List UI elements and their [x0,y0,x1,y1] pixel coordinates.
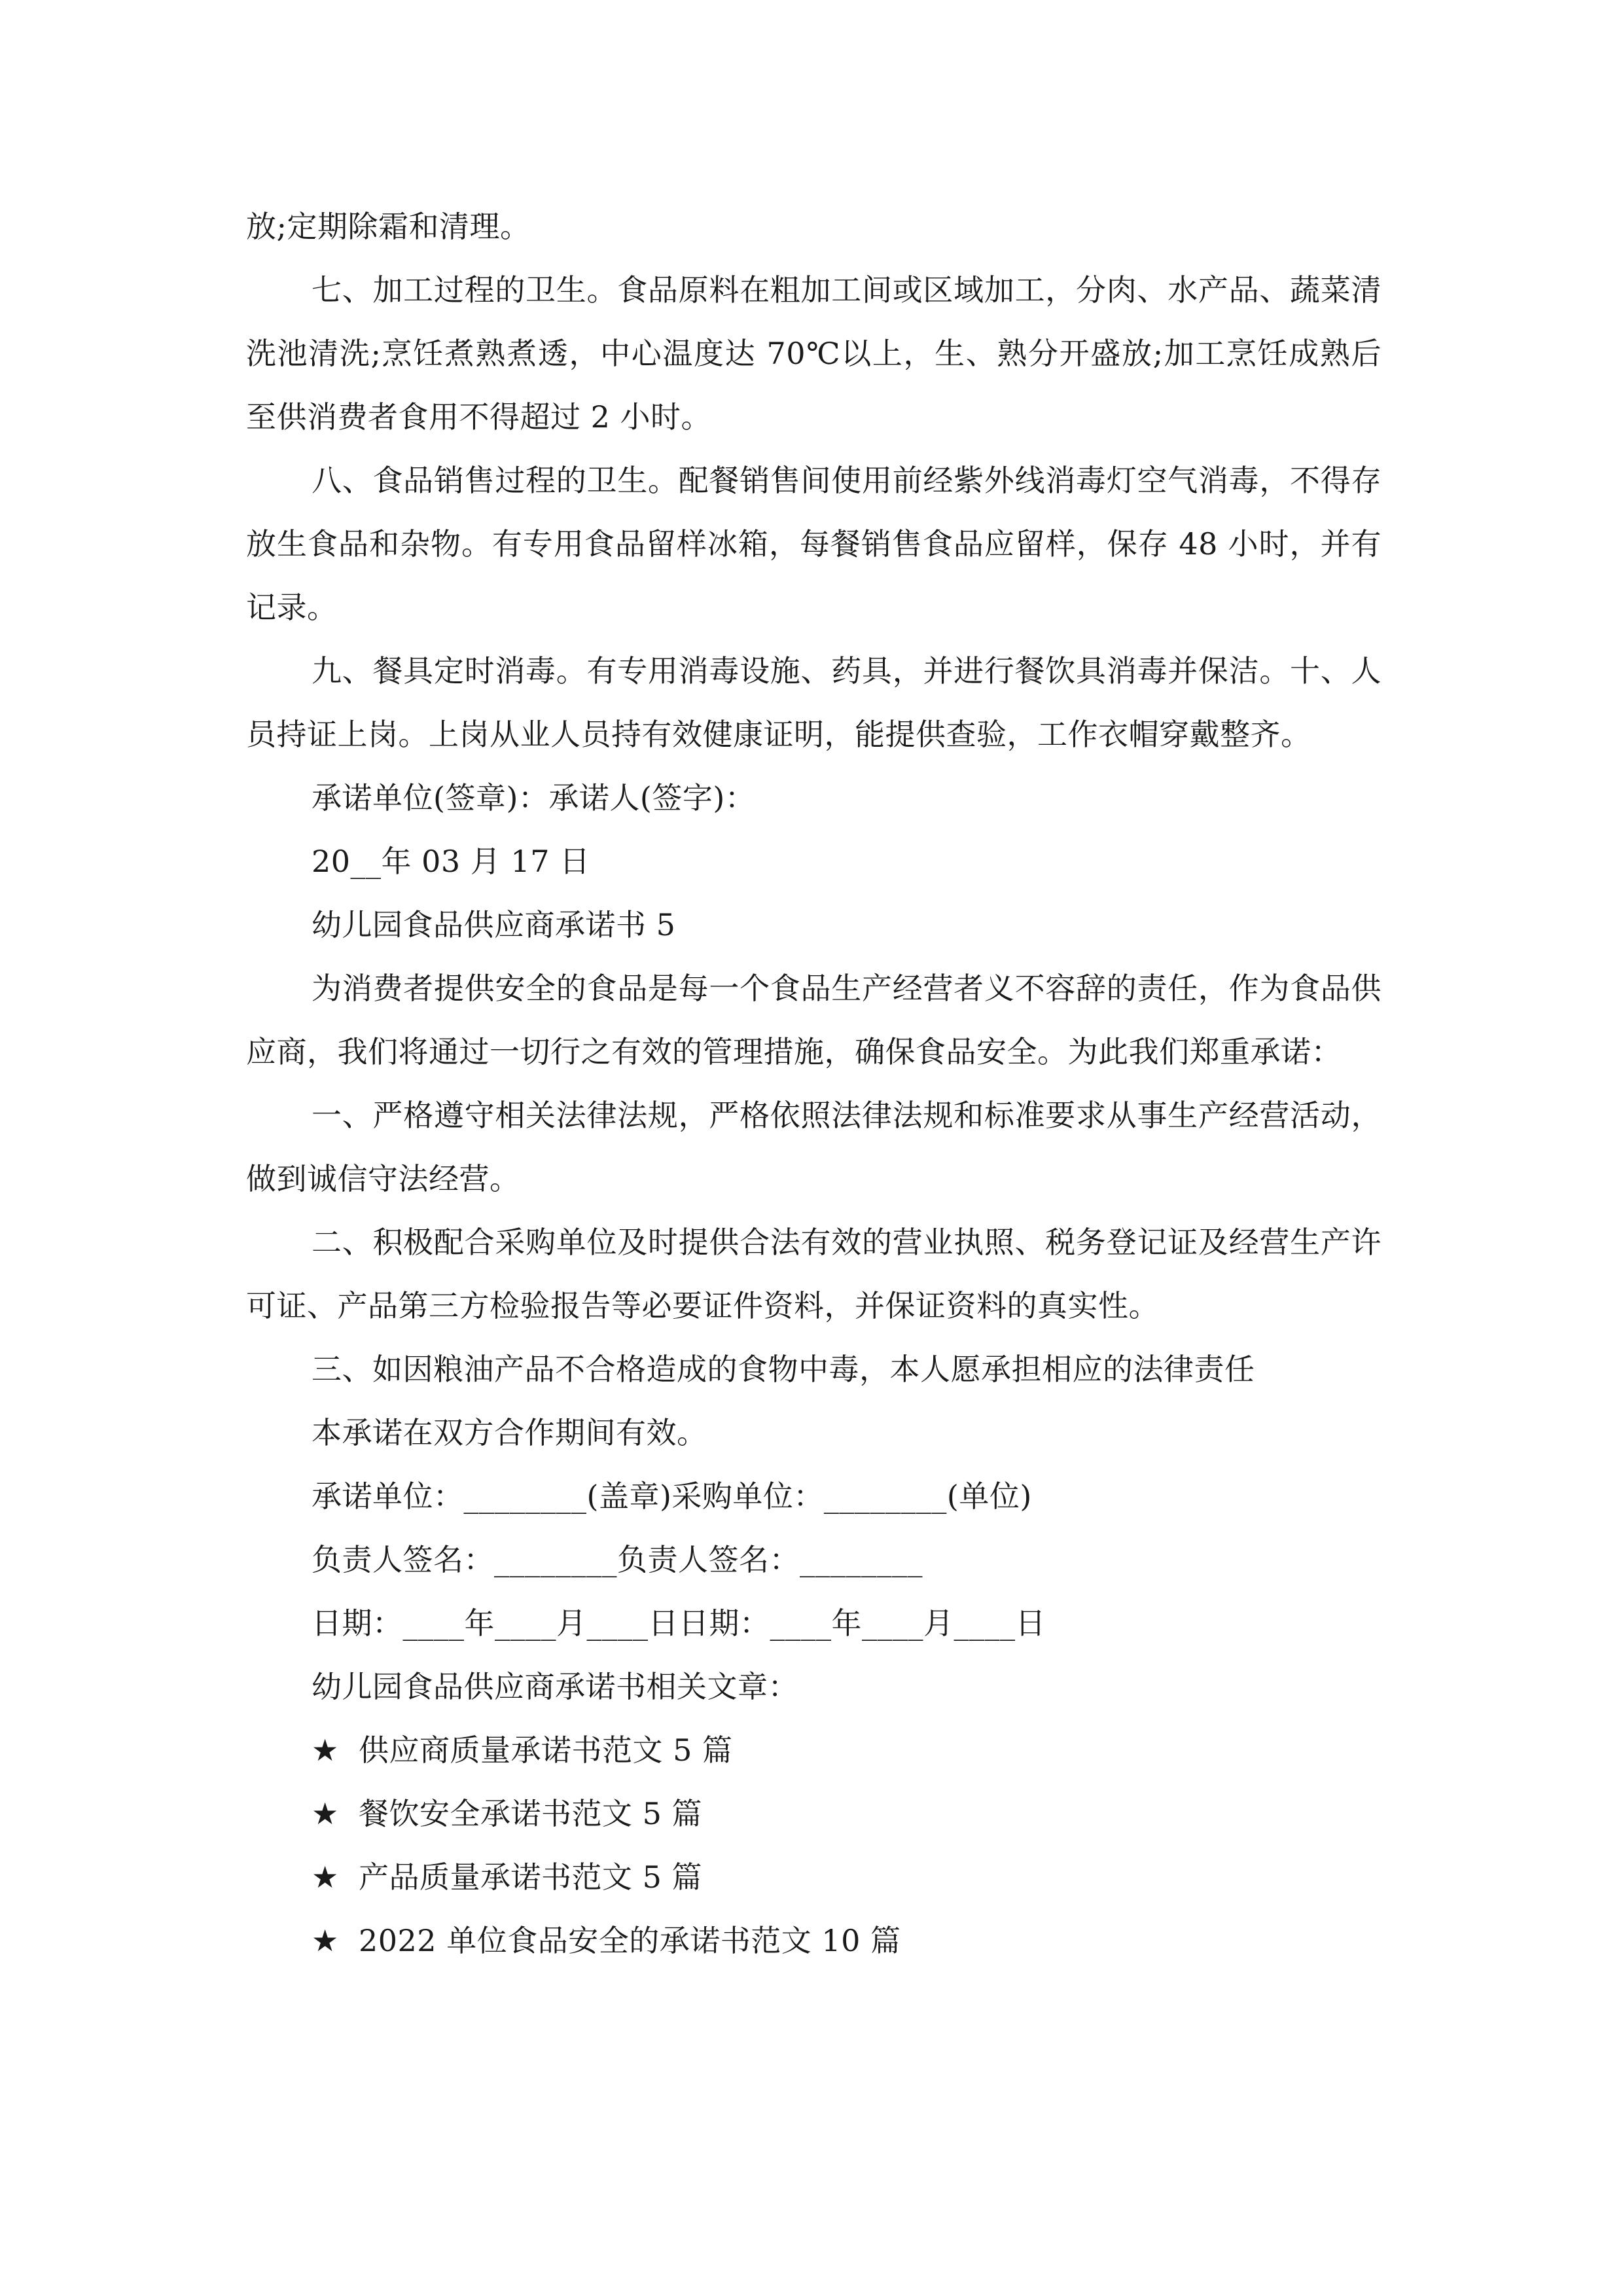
paragraph-continuation: 放;定期除霜和清理。 [246,209,531,244]
unit-sign-line: 承诺单位：________(盖章)采购单位：________(单位) [312,1479,1032,1514]
related-link-item[interactable] [246,1909,1382,1973]
star-icon: ★ [312,1732,339,1768]
validity-line: 本承诺在双方合作期间有效。 [312,1415,707,1450]
signature-line: 承诺单位(签章)：承诺人(签字)： [312,780,756,816]
paragraph-promise-2: 二、积极配合采购单位及时提供合法有效的营业执照、税务登记证及经营生产许可证、产品第三方检验报告等必要证件资料，并保证资料的真实性。 [246,1225,1382,1323]
paragraph-intro: 为消费者提供安全的食品是每一个食品生产经营者义不容辞的责任，作为食品供应商，我们将通过一切行之有效的管理措施，确保食品安全。为此我们郑重承诺： [246,971,1382,1069]
related-link-item[interactable] [246,1719,1382,1782]
star-icon: ★ [312,1859,339,1895]
star-icon: ★ [312,1796,339,1831]
related-link-item[interactable] [246,1846,1382,1909]
related-link-text: 2022 单位食品安全的承诺书范文 10 篇 [359,1923,901,1958]
person-sign-line: 负责人签名：________负责人签名：________ [312,1542,923,1577]
document-body [246,195,1382,1973]
related-link-text: 供应商质量承诺书范文 5 篇 [359,1732,733,1768]
related-link-text: 餐饮安全承诺书范文 5 篇 [359,1796,703,1831]
related-link-item[interactable] [246,1782,1382,1846]
paragraph-tableware-disinfection: 九、餐具定时消毒。有专用消毒设施、药具，并进行餐饮具消毒并保洁。十、人员持证上岗。上岗从业人员持有效健康证明，能提供查验，工作衣帽穿戴整齐。 [246,653,1382,752]
paragraph-promise-3: 三、如因粮油产品不合格造成的食物中毒，本人愿承担相应的法律责任 [312,1352,1255,1387]
paragraph-promise-1: 一、严格遵守相关法律法规，严格依照法律法规和标准要求从事生产经营活动，做到诚信守法经营。 [246,1098,1382,1196]
related-articles-heading: 幼儿园食品供应商承诺书相关文章： [312,1669,798,1704]
paragraph-processing-hygiene: 七、加工过程的卫生。食品原料在粗加工间或区域加工，分肉、水产品、蔬菜清洗池清洗;烹饪煮熟煮透，中心温度达 70℃以上，生、熟分开盛放;加工烹饪成熟后至供消费者食用不得超过 2 小时。 [246,272,1382,435]
date-fill-line: 日期：____年____月____日日期：____年____月____日 [312,1605,1046,1641]
paragraph-sales-hygiene: 八、食品销售过程的卫生。配餐销售间使用前经紫外线消毒灯空气消毒，不得存放生食品和杂物。有专用食品留样冰箱，每餐销售食品应留样，保存 48 小时，并有记录。 [246,463,1382,625]
star-icon: ★ [312,1923,339,1958]
section-title: 幼儿园食品供应商承诺书 5 [312,907,676,942]
related-link-text: 产品质量承诺书范文 5 篇 [359,1859,703,1895]
date-line: 20__年 03 月 17 日 [312,844,590,879]
